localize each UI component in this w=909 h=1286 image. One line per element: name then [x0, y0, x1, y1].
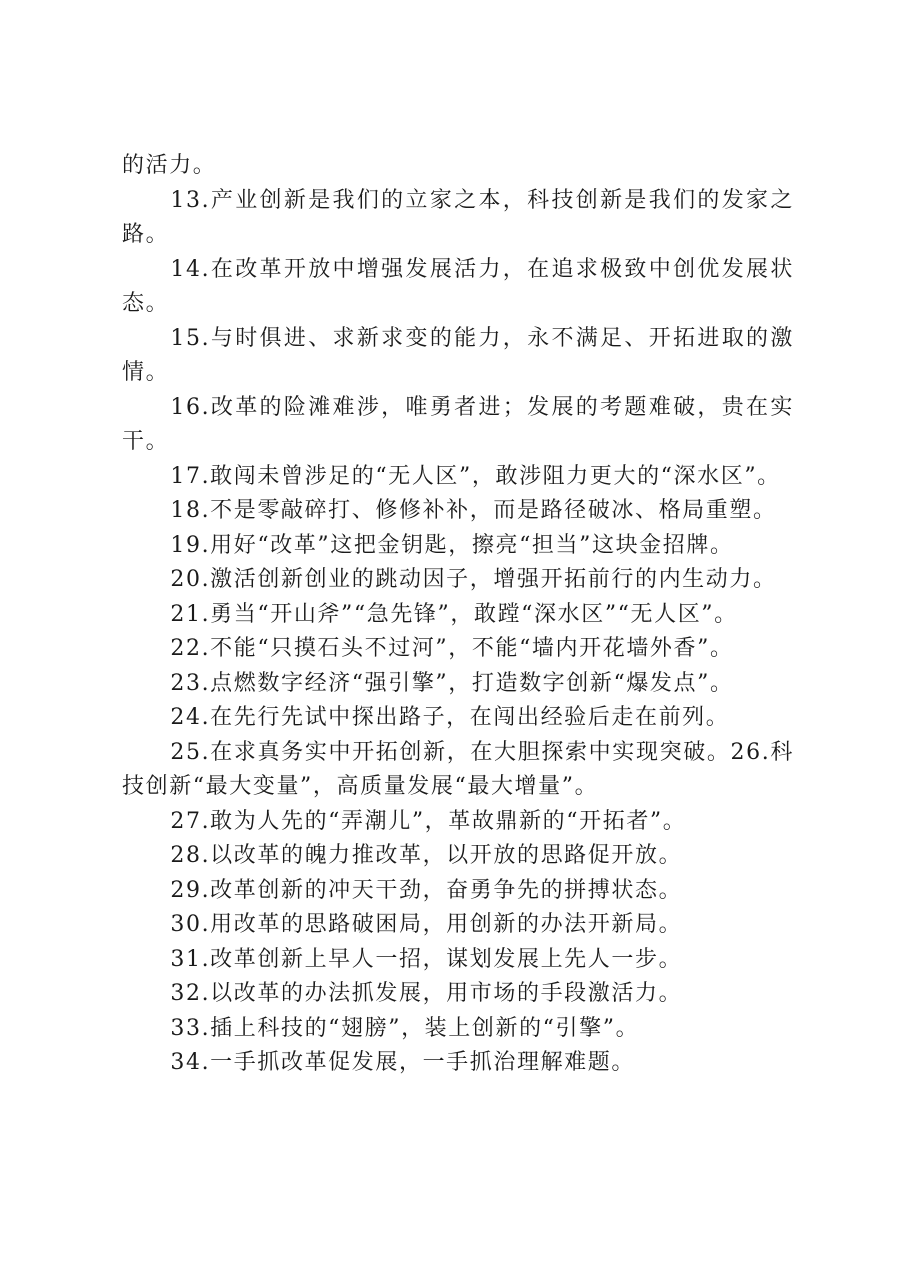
paragraph-item-31: 31.改革创新上早人一招，谋划发展上先人一步。	[170, 946, 683, 972]
paragraph-item-14: 14.在改革开放中增强发展活力，在追求极致中创优发展状态。	[122, 256, 794, 316]
document-body	[122, 149, 794, 1081]
paragraph-item-16: 16.改革的险滩难涉，唯勇者进；发展的考题难破，贵在实干。	[122, 394, 794, 454]
paragraph-item-21: 21.勇当“开山斧”“急先锋”，敢蹚“深水区”“无人区”。	[170, 601, 738, 627]
paragraph-item-30: 30.用改革的思路破困局，用创新的办法开新局。	[170, 912, 683, 937]
paragraph-item-33: 33.插上科技的“翅膀”，装上创新的“引擎”。	[170, 1015, 640, 1041]
paragraph-item-25-26: 25.在求真务实中开拓创新，在大胆探索中实现突破。26.科技创新“最大变量”，高质量发展“最大增量”。	[122, 739, 794, 799]
paragraph-item-32: 32.以改革的办法抓发展，用市场的手段激活力。	[170, 981, 683, 1006]
paragraph-item-29: 29.改革创新的冲天干劲，奋勇争先的拼搏状态。	[170, 877, 683, 903]
paragraph-item-15: 15.与时俱进、求新求变的能力，永不满足、开拓进取的激情。	[122, 325, 794, 385]
paragraph-continuation: 的活力。	[122, 153, 217, 178]
paragraph-item-22: 22.不能“只摸石头不过河”，不能“墙内开花墙外香”。	[170, 636, 734, 661]
paragraph-item-24: 24.在先行先试中探出路子，在闯出经验后走在前列。	[170, 705, 730, 730]
paragraph-item-28: 28.以改革的魄力推改革，以开放的思路促开放。	[170, 843, 683, 868]
paragraph-item-13: 13.产业创新是我们的立家之本，科技创新是我们的发家之路。	[122, 187, 794, 247]
paragraph-item-19: 19.用好“改革”这把金钥匙，擦亮“担当”这块金招牌。	[170, 532, 734, 558]
paragraph-item-27: 27.敢为人先的“弄潮儿”，革故鼎新的“开拓者”。	[170, 808, 687, 834]
paragraph-item-20: 20.激活创新创业的跳动因子，增强开拓前行的内生动力。	[170, 567, 777, 592]
paragraph-item-17: 17.敢闯未曾涉足的“无人区”，敢涉阻力更大的“深水区”。	[170, 463, 781, 489]
paragraph-item-18: 18.不是零敲碎打、修修补补，而是路径破冰、格局重塑。	[170, 498, 777, 523]
paragraph-item-23: 23.点燃数字经济“强引擎”，打造数字创新“爆发点”。	[170, 670, 734, 696]
paragraph-item-34: 34.一手抓改革促发展，一手抓治理解难题。	[170, 1050, 635, 1075]
